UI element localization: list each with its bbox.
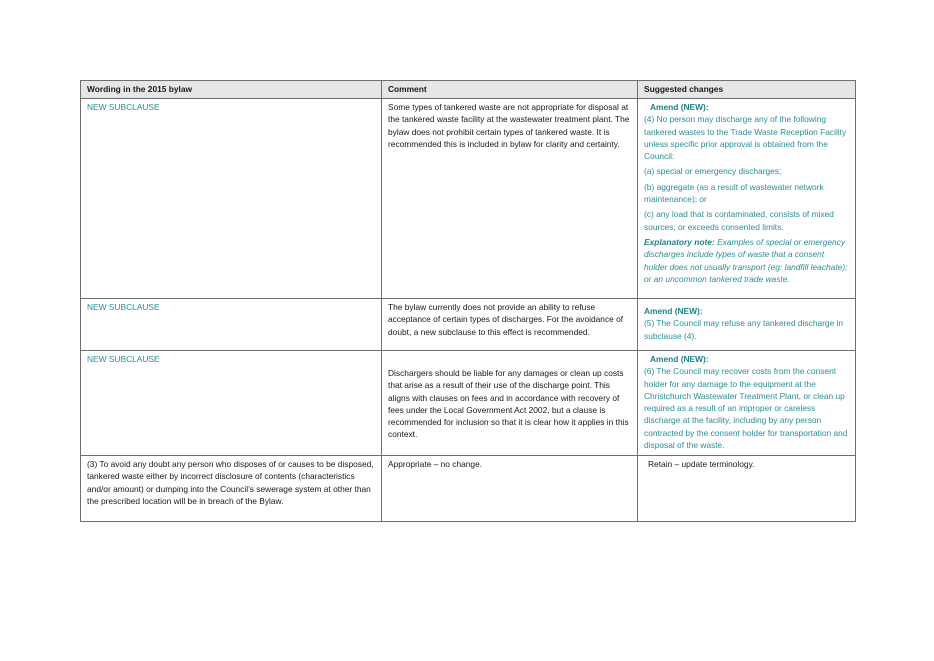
table-header <box>81 81 856 99</box>
comment-text: Some types of tankered waste are not appropriate for disposal at the tankered waste facility at the wastewater treatment plant. The bylaw does not prohibit certain types of tankered waste. It is recommended this is included in bylaw for clarity and certainty. <box>388 102 630 149</box>
wording-text: NEW SUBCLAUSE <box>87 102 160 112</box>
comment-text: The bylaw currently does not provide an ability to refuse acceptance of certain types of discharges. For the avoidance of doubt, a new subclause to this effect is recommended. <box>388 302 624 337</box>
change-item: (b) aggregate (as a result of wastewater network maintenance); or <box>644 181 824 205</box>
amend-label: Amend (NEW): <box>650 102 709 112</box>
wording-cell <box>81 351 382 456</box>
change-text: (5) The Council may refuse any tankered discharge in subclause (4). <box>644 318 844 341</box>
change-item: (a) special or emergency discharges; <box>644 166 782 177</box>
table-row <box>81 456 856 522</box>
table-row <box>81 299 856 351</box>
header-suggested-changes: Suggested changes <box>638 81 856 99</box>
comment-cell <box>382 456 638 522</box>
suggested-change-cell <box>638 99 856 299</box>
wording-cell <box>81 299 382 351</box>
suggested-change-cell <box>638 351 856 456</box>
explanatory-note-label: Explanatory note: <box>644 236 715 247</box>
change-item: (c) any load that is contaminated, consists of mixed sources, or exceeds consented limits. <box>644 209 834 232</box>
explanatory-note <box>644 236 849 285</box>
header-comment: Comment <box>382 81 638 99</box>
comment-text: Appropriate – no change. <box>388 459 483 469</box>
wording-text: NEW SUBCLAUSE <box>87 354 160 364</box>
comment-cell <box>382 99 638 299</box>
table-row <box>81 99 856 299</box>
comment-cell <box>382 351 638 456</box>
change-text: (4) No person may discharge any of the following tankered wastes to the Trade Waste Reception Facility unless specific prior approval is obtained from the Council: <box>644 114 847 162</box>
amend-label: Amend (NEW): <box>644 306 703 316</box>
comment-cell <box>382 299 638 351</box>
comment-text: Dischargers should be liable for any damages or clean up costs that arise as a result of their use of the discharge point. This aligns with clauses on fees and in accordance with recovery of fees under the Local Government Act 2002, but a clause is recommended for inclusion so that it is clear how it applies in this context. <box>388 368 629 440</box>
wording-text: NEW SUBCLAUSE <box>87 302 160 312</box>
bylaw-review-table <box>80 80 856 522</box>
amend-label: Amend (NEW): <box>650 354 709 364</box>
wording-text: (3) To avoid any doubt any person who disposes of or causes to be disposed, tankered waste either by incorrect disclosure of contents (characteristics and/or amount) or dumping into the Council’s sewerage system at other than the prescribed location will be in breach of the Bylaw. <box>87 459 374 506</box>
suggested-change-cell <box>638 456 856 522</box>
explanatory-note-text: Examples of special or emergency discharges include types of waste that a consent holder does not usually transport (eg: landfill leachate); or an uncommon tankered trade waste. <box>644 236 848 284</box>
wording-cell <box>81 456 382 522</box>
change-text: Retain – update terminology. <box>648 459 755 469</box>
header-wording: Wording in the 2015 bylaw <box>81 81 382 99</box>
table-row <box>81 351 856 456</box>
suggested-change-cell <box>638 299 856 351</box>
wording-cell <box>81 99 382 299</box>
change-text: (6) The Council may recover costs from the consent holder for any damage to the equipment at the Christchurch Wastewater Treatment Plant, or clean up required as a result of an improper or careless discharge at the facility, including by any person contracted by the consent holder for transportation and disposal of the waste. <box>644 366 848 451</box>
